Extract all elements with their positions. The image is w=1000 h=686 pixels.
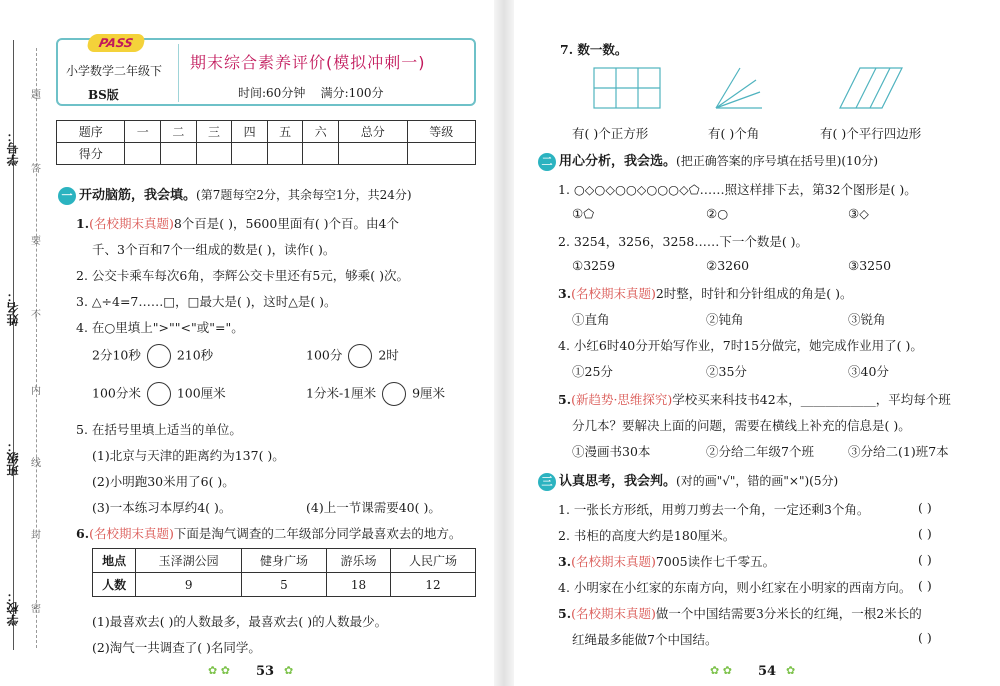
survey-value: 12	[391, 573, 476, 597]
sprout-icon: ✿	[786, 664, 796, 677]
survey-header: 游乐场	[326, 549, 390, 573]
compare-item	[92, 344, 213, 368]
score-header-cell: 一	[125, 121, 161, 143]
question-1-5-1: (1)北京与天津的距离约为137( )。	[92, 448, 285, 463]
option[interactable]: ①⬠	[572, 206, 595, 221]
section-1-heading	[58, 184, 412, 205]
compare-item	[306, 344, 399, 368]
survey-header: 健身广场	[242, 549, 327, 573]
question-tag: (名校期末真题)	[571, 554, 656, 569]
question-text: 8个百是( )，5600里面有( )个百。由4个	[173, 216, 399, 231]
question-2-3	[558, 284, 853, 302]
score-cell[interactable]	[196, 143, 232, 165]
question-1-5: 5. 在括号里填上适当的单位。	[76, 422, 242, 437]
question-text: 2时整，时针和分针组成的角是( )。	[655, 286, 853, 301]
seal-char: 线	[31, 458, 41, 469]
question-1-4: 4. 在○里填上">""<"或"="。	[76, 320, 244, 335]
compare-left: 100分米	[92, 385, 141, 401]
option[interactable]: ②○	[706, 206, 729, 221]
q7-answer-parallelograms: 有( )个平行四边形	[820, 126, 922, 141]
sprout-icon: ✿	[284, 664, 294, 677]
section-title: 认真思考，我会判。	[559, 474, 677, 489]
compare-circle[interactable]	[382, 382, 406, 406]
seal-char: 密	[31, 604, 41, 615]
section-number-badge: 三	[538, 473, 556, 491]
question-1-1	[76, 214, 399, 232]
option[interactable]: ③◇	[848, 206, 869, 221]
section-number-badge: 二	[538, 153, 556, 171]
score-cell[interactable]	[407, 143, 475, 165]
option[interactable]: ②分给二年级7个班	[706, 444, 814, 459]
score-header-cell: 二	[161, 121, 197, 143]
score-cell[interactable]	[267, 143, 303, 165]
name-label: 姓名：	[6, 290, 20, 326]
question-3-5-cont: 红绳最多能做7个中国结。	[572, 632, 718, 647]
score-table	[56, 120, 476, 165]
question-2-2: 2. 3254，3256，3258……下一个数是( )。	[558, 234, 809, 249]
score-header-cell: 总分	[339, 121, 407, 143]
counting-figures	[590, 64, 910, 114]
survey-header: 人民广场	[391, 549, 476, 573]
question-text: 学校买来科技书42本，____________，平均每个班	[672, 392, 951, 407]
option[interactable]: ①直角	[572, 312, 610, 327]
judge-paren[interactable]: ( )	[918, 552, 932, 567]
student-id-label: 学号：	[6, 130, 20, 166]
seal-char: 题	[31, 90, 41, 101]
option[interactable]: ①漫画书30本	[572, 444, 651, 459]
angle-rays-figure	[716, 68, 762, 108]
survey-value: 5	[242, 573, 327, 597]
section-title: 用心分析，我会选。	[559, 154, 677, 169]
section-note: (对的画"√"，错的画"×")(5分)	[676, 474, 839, 488]
question-1-3: 3. △÷4=7……□，□最大是( )，这时△是( )。	[76, 294, 337, 309]
exam-title: 期末综合素养评价(模拟冲刺一)	[190, 53, 426, 72]
question-tag: (名校期末真题)	[571, 606, 656, 621]
score-cell[interactable]	[339, 143, 407, 165]
section-number-badge: 一	[58, 187, 76, 205]
section-2-heading	[538, 150, 878, 171]
judge-paren[interactable]: ( )	[918, 630, 932, 645]
exam-meta	[238, 84, 384, 101]
question-1-5-4: (4)上一节课需要40( )。	[306, 500, 441, 515]
question-3-5	[558, 604, 922, 622]
question-number: 3.	[558, 554, 572, 569]
score-row-label: 得分	[57, 143, 125, 165]
question-tag: (新趋势·思维探究)	[571, 392, 673, 407]
question-text: 做一个中国结需要3分米长的红绳，一根2米长的	[655, 606, 922, 621]
exam-header	[56, 38, 476, 106]
question-1-5-3: (3)一本练习本厚约4( )。	[92, 500, 232, 515]
exam-time: 时间:60分钟	[238, 86, 306, 100]
question-tag: (名校期末真题)	[571, 286, 656, 301]
question-1-1-cont: 千、3个百和7个一组成的数是( )，读作( )。	[92, 242, 336, 257]
option[interactable]: ①3259	[572, 258, 616, 273]
compare-item	[306, 382, 445, 406]
compare-right: 210秒	[176, 347, 214, 363]
question-2-5-cont: 分几本？要解决上面的问题，需要在横线上补充的信息是( )。	[572, 418, 911, 433]
section-3-heading	[538, 470, 838, 491]
parallelogram-figure	[840, 68, 902, 108]
class-label: 班级：	[6, 440, 20, 476]
score-header-cell: 题序	[57, 121, 125, 143]
grade-label: 小学数学二年级下	[66, 64, 163, 78]
option[interactable]: ③3250	[848, 258, 892, 273]
score-header-cell: 六	[303, 121, 339, 143]
square-grid-figure	[594, 68, 660, 108]
option[interactable]: ③40分	[848, 364, 889, 379]
question-text: 7005读作七千零五。	[655, 554, 776, 569]
judge-paren[interactable]: ( )	[918, 500, 932, 515]
page-number-left: 53	[256, 664, 275, 679]
survey-table	[92, 548, 476, 597]
score-header-cell: 四	[232, 121, 268, 143]
question-1-6	[76, 524, 461, 542]
section-note: (第7题每空2分，其余每空1分，共24分)	[196, 188, 412, 202]
compare-left: 2分10秒	[92, 347, 141, 363]
header-divider	[178, 44, 179, 102]
question-2-1: 1. ○◇○◇○○◇○○○◇⬠……照这样排下去，第32个图形是( )。	[558, 182, 917, 197]
pass-logo: PASS	[86, 34, 146, 52]
seal-dashed-line	[36, 48, 37, 648]
score-header-cell: 五	[267, 121, 303, 143]
school-label: 学校：	[6, 590, 20, 626]
compare-right: 2时	[378, 347, 399, 363]
question-1-5-2: (2)小明跑30米用了6( )。	[92, 474, 235, 489]
compare-right: 100厘米	[176, 385, 226, 401]
question-2-5	[558, 390, 951, 408]
option[interactable]: ③分给二(1)班7本	[848, 444, 949, 459]
option[interactable]: ②3260	[706, 258, 750, 273]
option[interactable]: ①25分	[572, 364, 613, 379]
option[interactable]: ②35分	[706, 364, 747, 379]
page-number-right: 54	[758, 664, 777, 679]
q7-answer-squares: 有( )个正方形	[572, 126, 649, 141]
survey-value: 9	[136, 573, 242, 597]
seal-char: 要	[31, 236, 41, 247]
option[interactable]: ③锐角	[848, 312, 886, 327]
score-cell[interactable]	[232, 143, 268, 165]
question-1-2: 2. 公交卡乘车每次6角，李辉公交卡里还有5元，够乘( )次。	[76, 268, 410, 283]
score-cell[interactable]	[125, 143, 161, 165]
compare-left: 1分米-1厘米	[306, 385, 377, 401]
question-3-4: 4. 小明家在小红家的东南方向，则小红家在小明家的西南方向。	[558, 580, 912, 595]
seal-char: 封	[31, 530, 41, 541]
compare-right: 9厘米	[412, 385, 446, 401]
exam-full-score: 满分:100分	[320, 86, 384, 100]
section-note: (把正确答案的序号填在括号里)(10分)	[676, 154, 879, 168]
compare-circle[interactable]	[147, 344, 171, 368]
book-spine-shadow	[494, 0, 514, 686]
sprout-icon: ✿ ✿	[710, 664, 732, 677]
judge-paren[interactable]: ( )	[918, 526, 932, 541]
score-cell[interactable]	[303, 143, 339, 165]
question-number: 1.	[76, 216, 90, 231]
compare-left: 100分	[306, 347, 343, 363]
score-cell[interactable]	[161, 143, 197, 165]
compare-item	[92, 382, 226, 406]
score-header-cell: 三	[196, 121, 232, 143]
survey-row-label: 人数	[93, 573, 136, 597]
question-text: 下面是淘气调查的二年级部分同学最喜欢去的地方。	[173, 526, 462, 541]
question-3-2: 2. 书柜的高度大约是180厘米。	[558, 528, 736, 543]
question-number: 3.	[558, 286, 572, 301]
question-tag: (名校期末真题)	[89, 216, 174, 231]
sprout-icon: ✿ ✿	[208, 664, 230, 677]
edition-label: BS版	[88, 88, 119, 102]
q7-answer-angles: 有( )个角	[708, 126, 760, 141]
survey-header: 地点	[93, 549, 136, 573]
question-number: 5.	[558, 392, 572, 407]
question-3-3	[558, 552, 775, 570]
compare-circle[interactable]	[147, 382, 171, 406]
question-1-6-2: (2)淘气一共调查了( )名同学。	[92, 640, 261, 655]
question-number: 5.	[558, 606, 572, 621]
compare-circle[interactable]	[348, 344, 372, 368]
option[interactable]: ②钝角	[706, 312, 744, 327]
score-header-cell: 等级	[407, 121, 475, 143]
question-2-4: 4. 小红6时40分开始写作业，7时15分做完，她完成作业用了( )。	[558, 338, 923, 353]
seal-char: 不	[31, 310, 41, 321]
seal-char: 内	[31, 386, 41, 397]
question-1-7: 7. 数一数。	[560, 42, 628, 57]
question-3-1: 1. 一张长方形纸，用剪刀剪去一个角，一定还剩3个角。	[558, 502, 870, 517]
seal-char: 答	[31, 164, 41, 175]
question-tag: (名校期末真题)	[89, 526, 174, 541]
question-number: 6.	[76, 526, 90, 541]
section-title: 开动脑筋，我会填。	[79, 188, 197, 203]
judge-paren[interactable]: ( )	[918, 578, 932, 593]
survey-value: 18	[326, 573, 390, 597]
question-1-6-1: (1)最喜欢去( )的人数最多，最喜欢去( )的人数最少。	[92, 614, 388, 629]
survey-header: 玉泽湖公园	[136, 549, 242, 573]
